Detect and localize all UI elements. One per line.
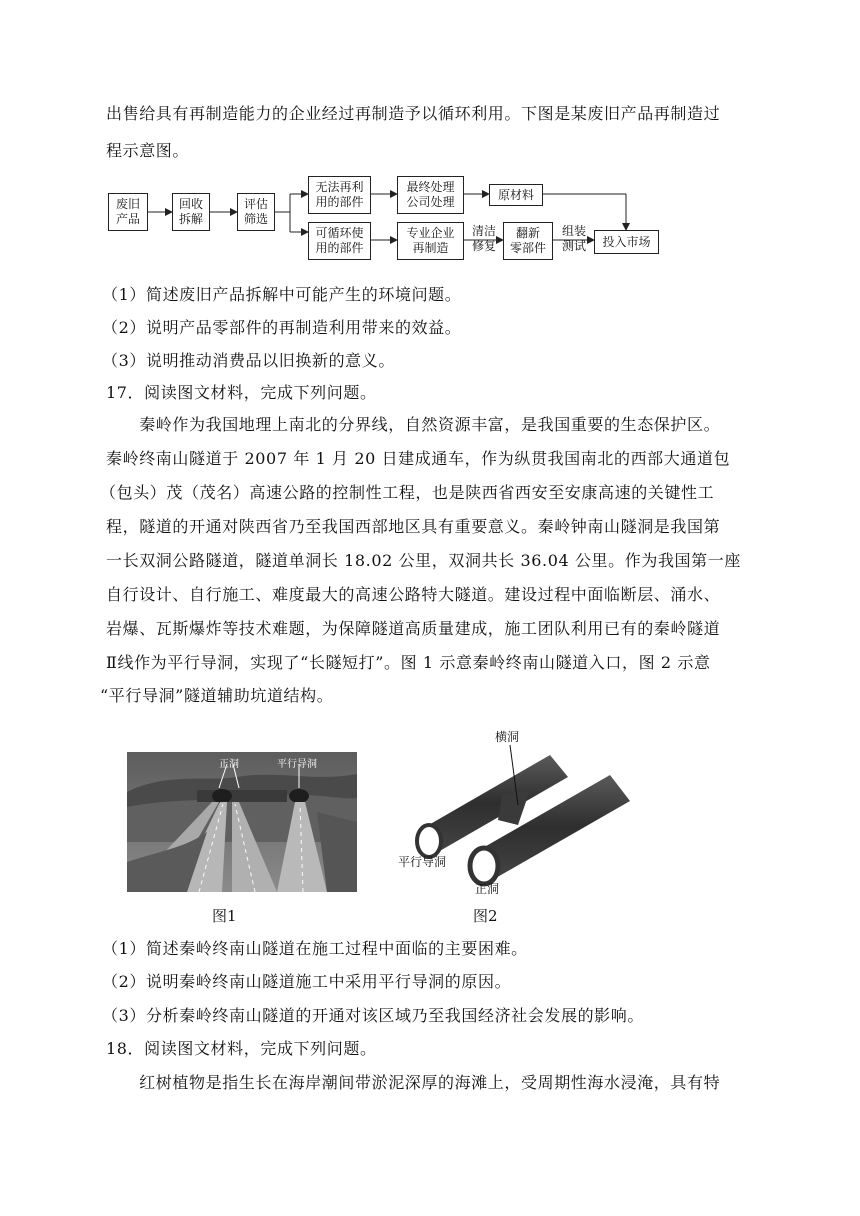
figure-2-main-tunnel-label: 正洞: [475, 882, 500, 896]
flow-box-non-reusable-parts: 无法再利 用的部件: [308, 176, 371, 214]
figure-2-parallel-tunnel-label: 平行导洞: [398, 855, 447, 869]
figure-1-tunnel-photo: [127, 752, 357, 892]
flow-box-waste-product: 废旧 产品: [108, 193, 148, 231]
flow-label-assemble-test: 组装 测试: [561, 224, 586, 253]
q17-para-line-5: 一长双洞公路隧道，隧道单洞长 18.02 公里，双洞共长 36.04 公里。作为我国第一座: [106, 551, 741, 570]
flow-box-professional-remanufacture: 专业企业 再制造: [397, 222, 464, 260]
flow-box-raw-materials: 原材料: [489, 184, 543, 206]
q17-para-line-3: （包头）茂（茂名）高速公路的控制性工程，也是陕西省西安至安康高速的关键性工: [100, 483, 715, 502]
tunnel-entrance-illustration: [127, 752, 357, 892]
q16-sub1: （1）简述废旧产品拆解中可能产生的环境问题。: [102, 285, 462, 304]
q17-sub1: （1）简述秦岭终南山隧道在施工过程中面临的主要困难。: [102, 939, 528, 958]
figure-1-main-tunnel-label: 正洞: [219, 759, 239, 770]
intro-line-2: 程示意图。: [106, 141, 190, 160]
q17-sub3: （3）分析秦岭终南山隧道的开通对该区域乃至我国经济社会发展的影响。: [102, 1006, 644, 1025]
q17-para-line-9: “平行导洞”隧道辅助坑道结构。: [100, 686, 334, 705]
figure-2-cross-tunnel-label: 横洞: [495, 730, 520, 744]
intro-line-1: 出售给具有再制造能力的企业经过再制造予以循环利用。下图是某废旧产品再制造过: [106, 104, 721, 123]
q17-para-line-7: 岩爆、瓦斯爆炸等技术难题，为保障隧道高质量建成，施工团队利用已有的秦岭隧道: [106, 619, 721, 638]
q17-para-line-1: 秦岭作为我国地理上南北的分界线，自然资源丰富，是我国重要的生态保护区。: [106, 415, 721, 434]
flow-box-recycle-dismantle: 回收 拆解: [172, 193, 210, 231]
figure-2-tunnel-diagram: [390, 725, 650, 900]
flow-box-refurbished-parts: 翻新 零部件: [503, 222, 553, 260]
q17-para-line-6: 自行设计、自行施工、难度最大的高速公路特大隧道。建设过程中面临断层、涌水、: [106, 585, 721, 604]
q16-sub3: （3）说明推动消费品以旧换新的意义。: [102, 351, 395, 370]
flow-label-clean-repair: 清洁 修复: [471, 224, 496, 253]
figure-1-caption: 图1: [212, 907, 237, 925]
q17-heading: 17．阅读图文材料，完成下列问题。: [106, 383, 377, 402]
flow-box-reusable-parts: 可循环使 用的部件: [308, 222, 371, 260]
flow-box-market: 投入市场: [594, 230, 659, 254]
parallel-tunnel-illustration: [390, 725, 650, 900]
flow-box-final-disposal: 最终处理 公司处理: [397, 176, 464, 214]
q17-para-line-4: 程，隧道的开通对陕西省乃至我国西部地区具有重要意义。秦岭钟南山隧洞是我国第: [106, 517, 721, 536]
flow-box-evaluate-screen: 评估 筛选: [237, 193, 275, 231]
q17-para-line-2: 秦岭终南山隧道于 2007 年 1 月 20 日建成通车，作为纵贯我国南北的西部大通道包: [106, 449, 731, 468]
figure-1-parallel-tunnel-label: 平行导洞: [277, 759, 317, 770]
q17-sub2: （2）说明秦岭终南山隧道施工中采用平行导洞的原因。: [102, 972, 512, 991]
q16-sub2: （2）说明产品零部件的再制造利用带来的效益。: [102, 318, 462, 337]
q18-para-line-1: 红树植物是指生长在海岸潮间带淤泥深厚的海滩上，受周期性海水浸淹，具有特: [106, 1073, 721, 1092]
figure-2-caption: 图2: [473, 907, 498, 925]
q18-heading: 18．阅读图文材料，完成下列问题。: [106, 1039, 377, 1058]
q17-para-line-8: Ⅱ线作为平行导洞，实现了“长隧短打”。图 1 示意秦岭终南山隧道入口，图 2 示意: [106, 653, 711, 672]
